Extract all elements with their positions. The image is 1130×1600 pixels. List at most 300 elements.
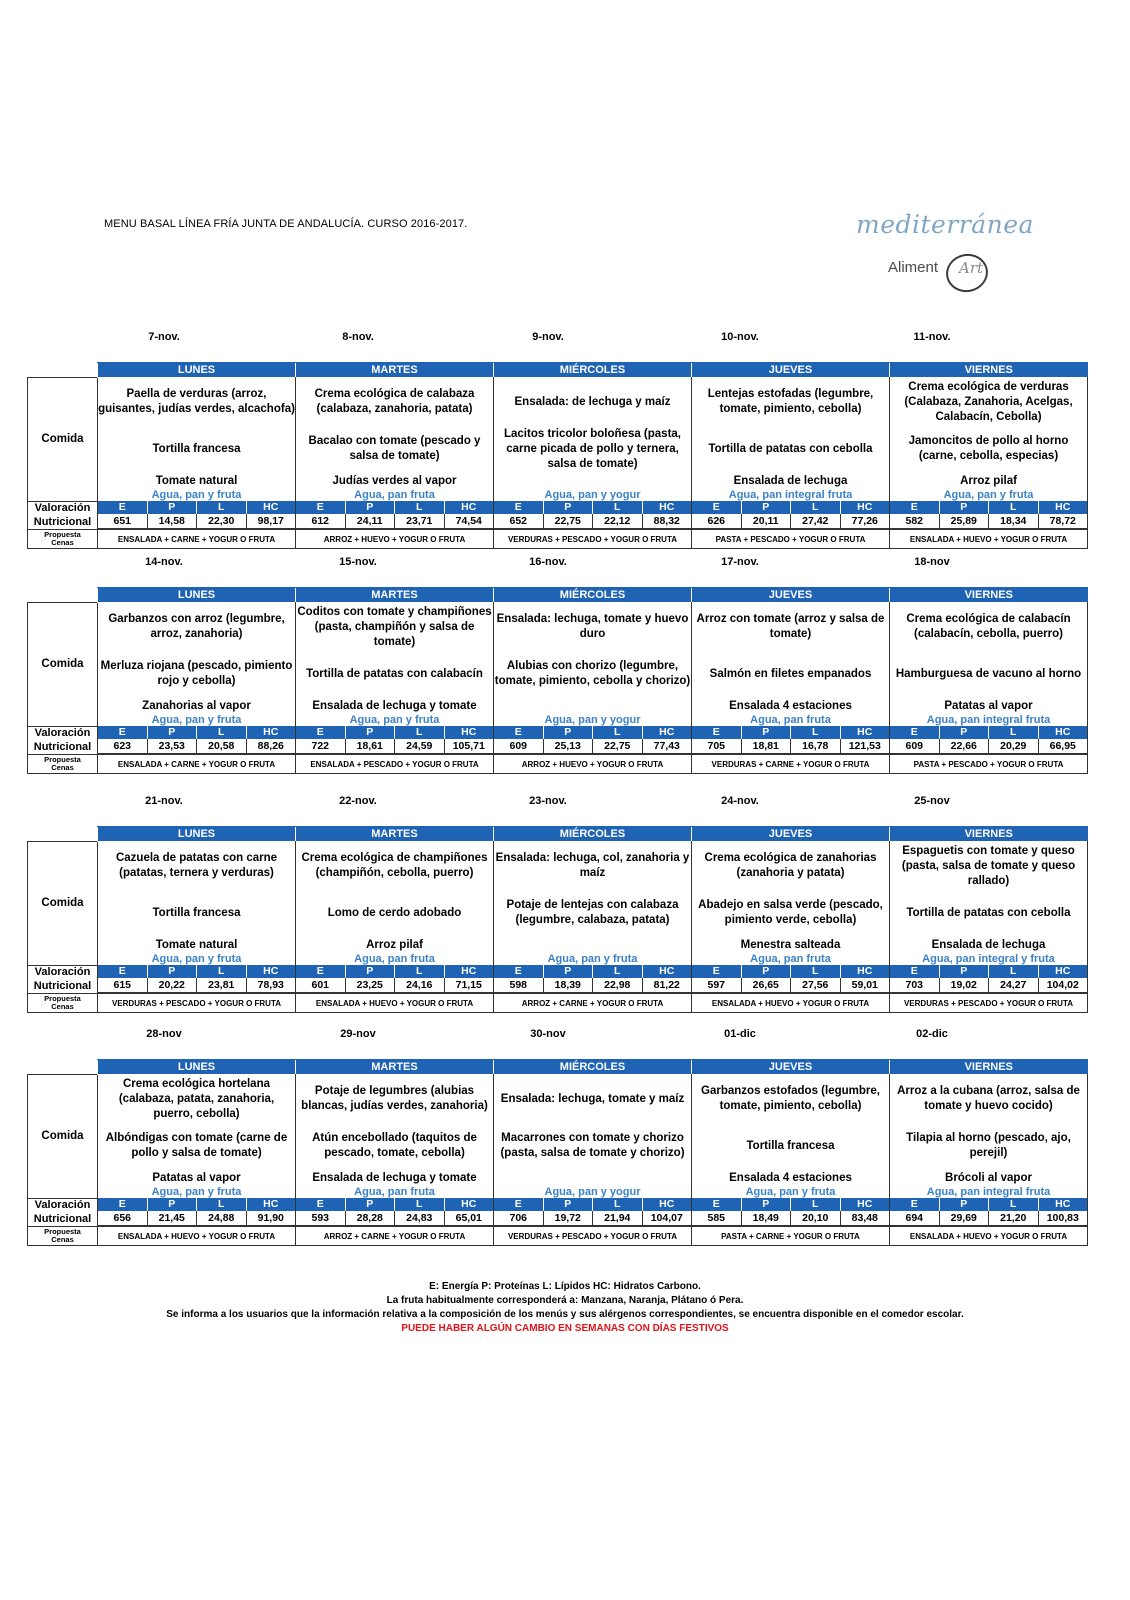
nutrition-values: [692, 1198, 890, 1227]
nutrient-value: 20,11: [741, 514, 791, 528]
week-dates: [96, 331, 1086, 345]
nutrition-values: [692, 501, 890, 530]
first-course: Arroz con tomate (arroz y salsa de tomate): [696, 613, 885, 640]
second-course: Potaje de lentejas con calabaza (legumbre, calabaza, patata): [506, 899, 679, 926]
drinks-bread-dessert: Agua, pan y fruta: [151, 489, 242, 501]
day-header: LUNES: [98, 827, 296, 842]
dinner-suggestion: ENSALADA + PESCADO + YOGUR O FRUTA: [296, 755, 494, 774]
nutrient-header: L: [790, 1198, 840, 1211]
second-course: Hamburguesa de vacuno al horno: [895, 667, 1082, 680]
day-header: MIÉRCOLES: [494, 363, 692, 378]
nutrition-values: [98, 726, 296, 755]
nutrition-values: [890, 726, 1088, 755]
nutrient-value: 24,59: [394, 739, 444, 753]
second-course: Abadejo en salsa verde (pescado, pimiento verde, cebolla): [698, 899, 883, 926]
propuesta-cenas-label: [28, 530, 98, 549]
second-course: Merluza riojana (pescado, pimiento rojo y cebolla): [100, 660, 293, 687]
propuesta-cenas-label: [28, 1227, 98, 1246]
nutrient-value: 26,65: [741, 978, 791, 992]
nutrient-header: E: [514, 726, 522, 738]
day-meal: [98, 1074, 296, 1198]
nutrient-value: 22,12: [592, 514, 642, 528]
logo-subtext: Aliment: [888, 259, 939, 276]
first-course: Crema ecológica de calabaza (calabaza, zanahoria, patata): [314, 388, 475, 415]
propuesta-text: Propuesta: [44, 755, 81, 764]
comida-label: Comida: [28, 1074, 98, 1198]
document-title: MENU BASAL LÍNEA FRÍA JUNTA DE ANDALUCÍA. CURSO 2016-2017.: [104, 218, 468, 230]
drinks-bread-dessert: Agua, pan integral fruta: [926, 714, 1051, 726]
nutrient-header: HC: [1038, 965, 1088, 978]
side-dish: Ensalada de lechuga: [931, 939, 1046, 951]
day-meal: [890, 377, 1088, 501]
nutrient-header: P: [543, 1198, 593, 1211]
second-course: Tortilla de patatas con cebolla: [906, 906, 1071, 919]
date-label: 8-nov.: [342, 331, 374, 343]
footer-notes: [0, 1280, 1130, 1336]
second-course: Bacalao con tomate (pescado y salsa de tomate): [308, 435, 481, 462]
nutrient-header: E: [118, 1198, 126, 1210]
nutrient-header: L: [988, 965, 1038, 978]
propuesta-text: Propuesta: [44, 530, 81, 539]
drinks-bread-dessert: Agua, pan y fruta: [745, 1186, 836, 1198]
side-dish: Ensalada de lechuga y tomate: [312, 700, 477, 712]
nutrient-header: E: [514, 1198, 522, 1210]
drinks-bread-dessert: Agua, pan fruta: [750, 953, 831, 965]
nutrient-header: HC: [444, 501, 494, 514]
nutrient-header: HC: [246, 965, 296, 978]
nutrient-header: E: [316, 965, 324, 977]
nutrient-header: E: [316, 726, 324, 738]
day-meal: [494, 377, 692, 501]
first-course: Crema ecológica de champiñones (champiñón, cebolla, puerro): [301, 852, 488, 879]
second-course: Macarrones con tomate y chorizo (pasta, salsa de tomate y chorizo): [500, 1132, 685, 1159]
first-course: Cazuela de patatas con carne (patatas, ternera y verduras): [115, 852, 278, 879]
day-header: MIÉRCOLES: [494, 1060, 692, 1075]
nutrient-header: E: [514, 501, 522, 513]
week-dates: [96, 795, 1086, 809]
drinks-bread-dessert: Agua, pan fruta: [354, 1186, 435, 1198]
day-meal: [692, 1074, 890, 1198]
nutrient-value: 24,11: [345, 514, 395, 528]
first-course: Ensalada: lechuga, tomate y huevo duro: [496, 613, 689, 640]
nutrient-header: L: [592, 501, 642, 514]
nutrient-value: 78,93: [246, 978, 296, 992]
date-label: 24-nov.: [721, 795, 759, 807]
date-label: 28-nov: [146, 1028, 182, 1040]
first-course: Crema ecológica hortelana (calabaza, patata, zanahoria, puerro, cebolla): [118, 1077, 275, 1120]
nutrition-values: [296, 965, 494, 994]
nutrient-value: 20,58: [196, 739, 246, 753]
date-label: 01-dic: [724, 1028, 756, 1040]
nutrient-value: 18,34: [988, 514, 1038, 528]
dinner-suggestion: ARROZ + HUEVO + YOGUR O FRUTA: [494, 755, 692, 774]
nutrient-header: HC: [1038, 1198, 1088, 1211]
drinks-bread-dessert: Agua, pan y fruta: [547, 953, 638, 965]
nutrient-value: 656: [113, 1212, 132, 1224]
side-dish: Zanahorias al vapor: [142, 700, 251, 712]
nutrient-header: P: [147, 726, 197, 739]
drinks-bread-dessert: Agua, pan y fruta: [943, 489, 1034, 501]
dinner-suggestion: VERDURAS + PESCADO + YOGUR O FRUTA: [890, 994, 1088, 1013]
nutrient-value: 20,10: [790, 1211, 840, 1225]
date-label: 17-nov.: [721, 556, 759, 568]
nutrient-value: 694: [905, 1212, 924, 1224]
nutrient-header: P: [939, 965, 989, 978]
nutrient-header: E: [118, 965, 126, 977]
second-course: Lacitos tricolor boloñesa (pasta, carne picada de pollo y ternera, salsa de tomate): [503, 427, 681, 470]
propuesta-cenas-label: [28, 755, 98, 774]
second-course: Jamoncitos de pollo al horno (carne, cebolla, especias): [908, 435, 1069, 462]
nutrient-value: 77,43: [642, 739, 692, 753]
drinks-bread-dessert: Agua, pan y fruta: [349, 714, 440, 726]
day-header: VIERNES: [890, 588, 1088, 603]
logo-subtext-art: Art: [959, 259, 984, 277]
nutrient-header: P: [147, 965, 197, 978]
nutrition-values: [494, 1198, 692, 1227]
nutrient-header: L: [196, 1198, 246, 1211]
dinner-suggestion: ARROZ + HUEVO + YOGUR O FRUTA: [296, 530, 494, 549]
day-header: MARTES: [296, 363, 494, 378]
nutrient-value: 22,98: [592, 978, 642, 992]
day-header: JUEVES: [692, 588, 890, 603]
second-course: Tilapia al horno (pescado, ajo, perejil): [906, 1132, 1071, 1159]
dinner-suggestion: ENSALADA + HUEVO + YOGUR O FRUTA: [890, 1227, 1088, 1246]
side-dish: Ensalada 4 estaciones: [729, 1172, 852, 1184]
nutrient-header: E: [910, 726, 918, 738]
side-dish: Ensalada de lechuga: [733, 475, 848, 487]
date-label: 21-nov.: [145, 795, 183, 807]
nutrient-value: 22,30: [196, 514, 246, 528]
comida-label: Comida: [28, 841, 98, 965]
side-dish: [494, 471, 691, 489]
cenas-text: Cenas: [51, 538, 74, 547]
cenas-text: Cenas: [51, 1002, 74, 1011]
date-label: 11-nov.: [913, 331, 951, 343]
valoracion-label: Valoración: [28, 1198, 98, 1212]
drinks-bread-dessert: Agua, pan y yogur: [544, 1186, 641, 1198]
nutrient-header: L: [196, 965, 246, 978]
nutrient-header: HC: [1038, 726, 1088, 739]
day-meal: [494, 1074, 692, 1198]
nutrition-values: [692, 726, 890, 755]
day-header: MIÉRCOLES: [494, 827, 692, 842]
dinner-suggestion: ENSALADA + HUEVO + YOGUR O FRUTA: [890, 530, 1088, 549]
second-course: Lomo de cerdo adobado: [327, 906, 462, 919]
day-header: MARTES: [296, 827, 494, 842]
dinner-suggestion: ENSALADA + HUEVO + YOGUR O FRUTA: [98, 1227, 296, 1246]
cenas-text: Cenas: [51, 763, 74, 772]
day-meal: [692, 602, 890, 726]
nutrient-header: E: [316, 1198, 324, 1210]
day-header: MARTES: [296, 1060, 494, 1075]
nutrient-value: 601: [311, 979, 330, 991]
nutrient-header: HC: [840, 965, 890, 978]
nutrient-value: 703: [905, 979, 924, 991]
nutrient-header: L: [196, 726, 246, 739]
nutrient-value: 25,13: [543, 739, 593, 753]
nutrient-value: 21,94: [592, 1211, 642, 1225]
nutrient-value: 88,26: [246, 739, 296, 753]
nutrient-header: P: [741, 501, 791, 514]
day-meal: [296, 1074, 494, 1198]
valoracion-label: Valoración: [28, 501, 98, 515]
nutrient-header: HC: [246, 726, 296, 739]
nutrient-header: P: [543, 726, 593, 739]
date-label: 22-nov.: [339, 795, 377, 807]
weekly-menu-table: [27, 1059, 1088, 1246]
comida-label: Comida: [28, 377, 98, 501]
nutrient-value: 23,81: [196, 978, 246, 992]
drinks-bread-dessert: Agua, pan y yogur: [544, 489, 641, 501]
nutrient-value: 27,56: [790, 978, 840, 992]
side-dish: Tomate natural: [155, 475, 238, 487]
nutricional-label: Nutricional: [28, 979, 98, 994]
valoracion-label: Valoración: [28, 965, 98, 979]
nutrient-value: 77,26: [840, 514, 890, 528]
date-label: 23-nov.: [529, 795, 567, 807]
nutrient-value: 98,17: [246, 514, 296, 528]
first-course: Ensalada: lechuga, tomate y maíz: [500, 1092, 685, 1105]
nutrient-value: 121,53: [840, 739, 890, 753]
nutrient-header: L: [988, 726, 1038, 739]
nutrition-values: [890, 965, 1088, 994]
nutrient-header: L: [394, 501, 444, 514]
date-label: 30-nov: [530, 1028, 566, 1040]
second-course: Tortilla de patatas con cebolla: [708, 442, 873, 455]
nutrient-header: P: [939, 1198, 989, 1211]
nutrition-values: [296, 501, 494, 530]
first-course: Arroz a la cubana (arroz, salsa de tomate y huevo cocido): [897, 1085, 1080, 1112]
propuesta-text: Propuesta: [44, 994, 81, 1003]
cenas-text: Cenas: [51, 1235, 74, 1244]
nutrient-value: 705: [707, 740, 726, 752]
dinner-suggestion: ARROZ + CARNE + YOGUR O FRUTA: [494, 994, 692, 1013]
nutrient-header: HC: [642, 1198, 692, 1211]
date-label: 10-nov.: [721, 331, 759, 343]
nutrition-values: [98, 965, 296, 994]
second-course: Atún encebollado (taquitos de pescado, tomate, cebolla): [312, 1132, 477, 1159]
nutrient-header: P: [147, 1198, 197, 1211]
day-meal: [296, 602, 494, 726]
nutricional-label: Nutricional: [28, 515, 98, 530]
nutrient-header: P: [345, 965, 395, 978]
day-meal: [494, 841, 692, 965]
nutrient-value: 585: [707, 1212, 726, 1224]
dinner-suggestion: ARROZ + CARNE + YOGUR O FRUTA: [296, 1227, 494, 1246]
nutrient-value: 22,75: [592, 739, 642, 753]
second-course: Tortilla francesa: [152, 906, 241, 919]
drinks-bread-dessert: Agua, pan integral fruta: [728, 489, 853, 501]
nutrient-header: HC: [444, 965, 494, 978]
day-meal: [890, 1074, 1088, 1198]
nutrient-header: L: [790, 501, 840, 514]
dinner-suggestion: VERDURAS + PESCADO + YOGUR O FRUTA: [494, 1227, 692, 1246]
nutrient-header: P: [345, 501, 395, 514]
nutrient-header: HC: [642, 965, 692, 978]
nutrient-value: 652: [509, 515, 528, 527]
day-meal: [692, 377, 890, 501]
day-header: MIÉRCOLES: [494, 588, 692, 603]
date-label: 18-nov: [914, 556, 950, 568]
weekly-menu-table: [27, 362, 1088, 549]
nutrient-header: L: [394, 965, 444, 978]
drinks-bread-dessert: Agua, pan y fruta: [151, 1186, 242, 1198]
nutrient-value: 18,81: [741, 739, 791, 753]
nutrient-header: P: [939, 501, 989, 514]
nutrient-header: HC: [246, 501, 296, 514]
nutrient-header: P: [741, 965, 791, 978]
nutrient-value: 74,54: [444, 514, 494, 528]
nutrient-header: P: [345, 1198, 395, 1211]
nutrient-header: P: [939, 726, 989, 739]
nutrient-value: 22,66: [939, 739, 989, 753]
nutrient-value: 104,02: [1038, 978, 1088, 992]
side-dish: Patatas al vapor: [152, 1172, 241, 1184]
side-dish: Ensalada de lechuga y tomate: [312, 1172, 477, 1184]
day-header: JUEVES: [692, 363, 890, 378]
date-label: 15-nov.: [339, 556, 377, 568]
nutrient-header: HC: [444, 1198, 494, 1211]
nutrient-value: 24,27: [988, 978, 1038, 992]
nutrient-header: HC: [642, 726, 692, 739]
nutrition-values: [692, 965, 890, 994]
side-dish: [494, 696, 691, 714]
nutrient-value: 100,83: [1038, 1211, 1088, 1225]
nutrient-header: E: [712, 501, 720, 513]
nutrient-header: E: [712, 726, 720, 738]
nutrient-header: P: [543, 965, 593, 978]
day-meal: [494, 602, 692, 726]
drinks-bread-dessert: Agua, pan fruta: [354, 953, 435, 965]
second-course: Salmón en filetes empanados: [709, 667, 872, 680]
nutrient-header: E: [316, 501, 324, 513]
nutrient-value: 582: [905, 515, 924, 527]
nutrient-value: 65,01: [444, 1211, 494, 1225]
nutrient-header: L: [196, 501, 246, 514]
nutrient-value: 18,39: [543, 978, 593, 992]
second-course: Tortilla francesa: [746, 1139, 835, 1152]
nutrient-header: E: [118, 726, 126, 738]
dinner-suggestion: PASTA + PESCADO + YOGUR O FRUTA: [890, 755, 1088, 774]
nutrient-value: 24,83: [394, 1211, 444, 1225]
date-label: 9-nov.: [532, 331, 564, 343]
nutrition-values: [296, 726, 494, 755]
day-meal: [692, 841, 890, 965]
nutrient-header: E: [712, 1198, 720, 1210]
nutrient-value: 91,90: [246, 1211, 296, 1225]
nutrition-values: [98, 501, 296, 530]
nutrient-value: 706: [509, 1212, 528, 1224]
nutrition-values: [494, 501, 692, 530]
nutrient-value: 21,45: [147, 1211, 197, 1225]
weekly-menu-table: [27, 587, 1088, 774]
nutrient-header: P: [543, 501, 593, 514]
first-course: Coditos con tomate y champiñones (pasta, champiñón y salsa de tomate): [297, 605, 492, 648]
nutrient-header: E: [712, 965, 720, 977]
brand-logo: [856, 210, 1034, 300]
nutrient-value: 615: [113, 979, 132, 991]
nutrient-header: L: [394, 1198, 444, 1211]
nutrient-value: 20,22: [147, 978, 197, 992]
logo-script-text: mediterránea: [856, 210, 1034, 239]
side-dish: Menestra salteada: [740, 939, 841, 951]
drinks-bread-dessert: Agua, pan y fruta: [151, 714, 242, 726]
valoracion-label: Valoración: [28, 726, 98, 740]
side-dish: Patatas al vapor: [944, 700, 1033, 712]
dinner-suggestion: ENSALADA + HUEVO + YOGUR O FRUTA: [692, 994, 890, 1013]
second-course: Alubias con chorizo (legumbre, tomate, pimiento, cebolla y chorizo): [494, 660, 691, 687]
week-dates: [96, 1028, 1086, 1042]
nutrient-value: 597: [707, 979, 726, 991]
dinner-suggestion: VERDURAS + PESCADO + YOGUR O FRUTA: [98, 994, 296, 1013]
day-header: LUNES: [98, 363, 296, 378]
nutrient-value: 104,07: [642, 1211, 692, 1225]
nutrient-header: HC: [444, 726, 494, 739]
nutrient-header: L: [592, 965, 642, 978]
nutrient-value: 722: [311, 740, 330, 752]
day-meal: [98, 602, 296, 726]
nutrient-value: 24,16: [394, 978, 444, 992]
nutrient-value: 23,53: [147, 739, 197, 753]
nutrient-header: E: [910, 501, 918, 513]
propuesta-text: Propuesta: [44, 1227, 81, 1236]
nutrient-value: 71,15: [444, 978, 494, 992]
day-header: JUEVES: [692, 1060, 890, 1075]
first-course: Crema ecológica de zanahorias (zanahoria y patata): [704, 852, 877, 879]
nutricional-label: Nutricional: [28, 740, 98, 755]
nutrient-header: P: [741, 1198, 791, 1211]
nutrient-value: 81,22: [642, 978, 692, 992]
day-meal: [296, 841, 494, 965]
nutrient-value: 626: [707, 515, 726, 527]
nutrient-header: L: [790, 965, 840, 978]
nutrient-value: 83,48: [840, 1211, 890, 1225]
nutrient-legend: E: Energía P: Proteínas L: Lípidos HC: Hidratos Carbono.: [429, 1281, 701, 1292]
nutrient-value: 19,72: [543, 1211, 593, 1225]
side-dish: [494, 1168, 691, 1186]
nutrient-header: HC: [840, 726, 890, 739]
nutrient-header: HC: [1038, 501, 1088, 514]
first-course: Ensalada: de lechuga y maíz: [514, 395, 671, 408]
side-dish: Judías verdes al vapor: [332, 475, 457, 487]
nutrient-value: 59,01: [840, 978, 890, 992]
nutrition-values: [296, 1198, 494, 1227]
nutrient-header: P: [741, 726, 791, 739]
nutrient-header: E: [910, 965, 918, 977]
nutrient-value: 88,32: [642, 514, 692, 528]
nutrition-values: [890, 501, 1088, 530]
first-course: Espaguetis con tomate y queso (pasta, salsa de tomate y queso rallado): [901, 844, 1076, 887]
first-course: Garbanzos con arroz (legumbre, arroz, zanahoria): [108, 613, 285, 640]
nutrient-value: 28,28: [345, 1211, 395, 1225]
nutrient-value: 105,71: [444, 739, 494, 753]
nutrient-value: 14,58: [147, 514, 197, 528]
nutrient-value: 22,75: [543, 514, 593, 528]
day-meal: [890, 602, 1088, 726]
nutrient-value: 612: [311, 515, 330, 527]
nutrition-values: [494, 726, 692, 755]
date-label: 14-nov.: [145, 556, 183, 568]
dinner-suggestion: PASTA + CARNE + YOGUR O FRUTA: [692, 1227, 890, 1246]
nutrient-value: 19,02: [939, 978, 989, 992]
nutrient-header: P: [345, 726, 395, 739]
side-dish: Arroz pilaf: [366, 939, 423, 951]
nutrient-value: 609: [905, 740, 924, 752]
nutrient-value: 623: [113, 740, 132, 752]
nutrient-header: HC: [840, 501, 890, 514]
nutrient-header: L: [592, 1198, 642, 1211]
dinner-suggestion: VERDURAS + CARNE + YOGUR O FRUTA: [692, 755, 890, 774]
